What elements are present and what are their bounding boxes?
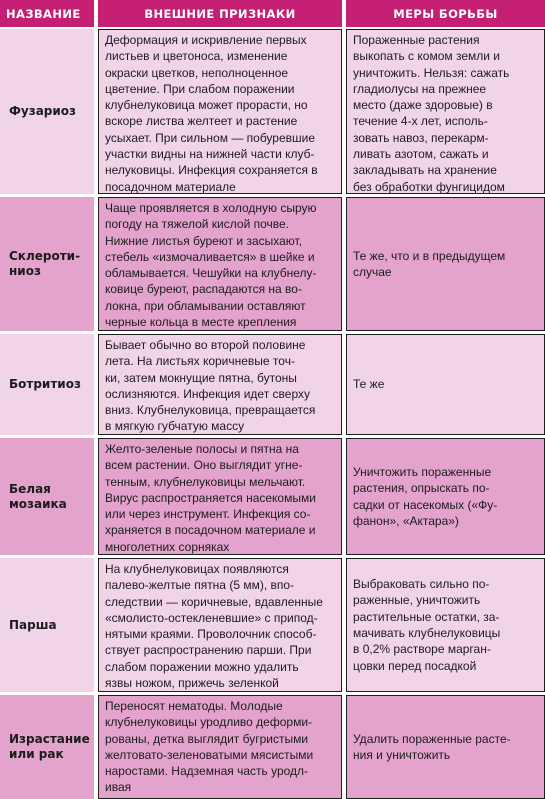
disease-name: Белая мозаика xyxy=(9,481,67,511)
signs-cell xyxy=(98,29,342,194)
disease-name-cell xyxy=(0,558,94,692)
header-name: НАЗВАНИЕ xyxy=(0,0,94,27)
signs-cell xyxy=(98,558,342,692)
measures-cell xyxy=(346,29,545,194)
table-row xyxy=(0,695,545,799)
signs-text: Переносят нематоды. Молодые клубнелуковицы уродливо деформи- рованы, детка выглядит бугристыми желтовато-зеленоватыми мясистыми наростами. Надземная часть уродл- ивая xyxy=(105,699,314,795)
signs-text: Бывает обычно во второй половине лета. На листьях коричневые точ- ки, затем мокнущие пятна, бутоны ослизняются. Инфекция идет сверху вниз. Клубнелуковица, превращается в мягкую губчатую массу xyxy=(105,338,316,434)
disease-name: Склероти- ниоз xyxy=(9,249,81,278)
signs-text: На клубнелуковицах появляются палево-желтые пятна (5 мм), впо- следствии — коричневые, вдавленные «смолисто-остекленевшие» с припод- нятыми краями. Проволочник способ- ствует распространению парши. При слабом поражении можно удалить язвы ножом, прижечь зеленкой xyxy=(105,562,323,691)
signs-cell xyxy=(98,197,342,331)
measures-text: Выбраковать сильно по- раженные, уничтожить растительные остатки, за- мачивать клубнелуковицы в 0,2% растворе марган- цовки перед посадкой xyxy=(353,577,501,673)
signs-cell xyxy=(98,438,342,555)
disease-name: Фузариоз xyxy=(9,104,77,118)
measures-cell xyxy=(346,438,545,555)
table-row xyxy=(0,29,545,194)
disease-name-cell xyxy=(0,695,94,799)
disease-name: Парша xyxy=(9,617,57,632)
disease-name-cell xyxy=(0,438,94,555)
disease-name: Израстание или рак xyxy=(9,732,90,761)
measures-text: Уничтожить пораженные растения, опрыскать по- садки от насекомых («Фу- фанон», «Актара») xyxy=(353,464,498,528)
measures-cell xyxy=(346,695,545,799)
header-signs: ВНЕШНИЕ ПРИЗНАКИ xyxy=(98,0,342,27)
measures-text: Те же xyxy=(353,377,385,392)
signs-text: Деформация и искривление первых листьев и цветоноса, изменение окраски цветков, неполноценное цветение. При слабом поражении клубнелуковица может прорасти, но вскоре листва желтеет и растение усыхает. При сильном — побуревшие участки видны на нижней части клуб- нелуковицы. Инфекция сохраняется в посадочном материале xyxy=(105,33,318,194)
signs-cell xyxy=(98,334,342,435)
measures-text: Те же, что и в предыдущем случае xyxy=(353,248,506,279)
measures-cell xyxy=(346,558,545,692)
measures-text: Пораженные растения выкопать с комом земли и уничтожить. Нельзя: сажать гладиолусы на прежнее место (даже здоровые) в течение 4-х лет, исполь- зовать навоз, перекарм- ливать азотом, сажать и закладывать на хранение без обработки фунгицидом xyxy=(353,33,510,194)
disease-name: Ботритиоз xyxy=(9,377,81,391)
signs-cell xyxy=(98,695,342,799)
measures-cell xyxy=(346,334,545,435)
disease-name-cell xyxy=(0,29,94,194)
measures-cell xyxy=(346,197,545,331)
table-row xyxy=(0,197,545,331)
measures-text: Удалить пораженные расте- ния и уничтожить xyxy=(353,731,511,762)
header-measures: МЕРЫ БОРЬБЫ xyxy=(346,0,545,27)
signs-text: Чаще проявляется в холодную сырую погоду на тяжелой кислой почве. Нижние листья буреют и засыхают, стебель «измочаливается» в шейке и обламывается. Чешуйки на клубнелу- ковице буреют, распадаются на во- локна, при обламывании оставляют черные кольца в месте крепления xyxy=(105,201,317,330)
disease-name-cell xyxy=(0,197,94,331)
disease-name-cell xyxy=(0,334,94,435)
table-row xyxy=(0,334,545,435)
table-row xyxy=(0,438,545,555)
signs-text: Желто-зеленые полосы и пятна на всем растении. Оно выглядит угне- тенным, клубнелуковицы мельчают. Вирус распространяется насекомыми или через инструмент. Инфекция со- храняется в посадочном материале и многолетних сорняках xyxy=(105,442,316,554)
table-row xyxy=(0,558,545,692)
